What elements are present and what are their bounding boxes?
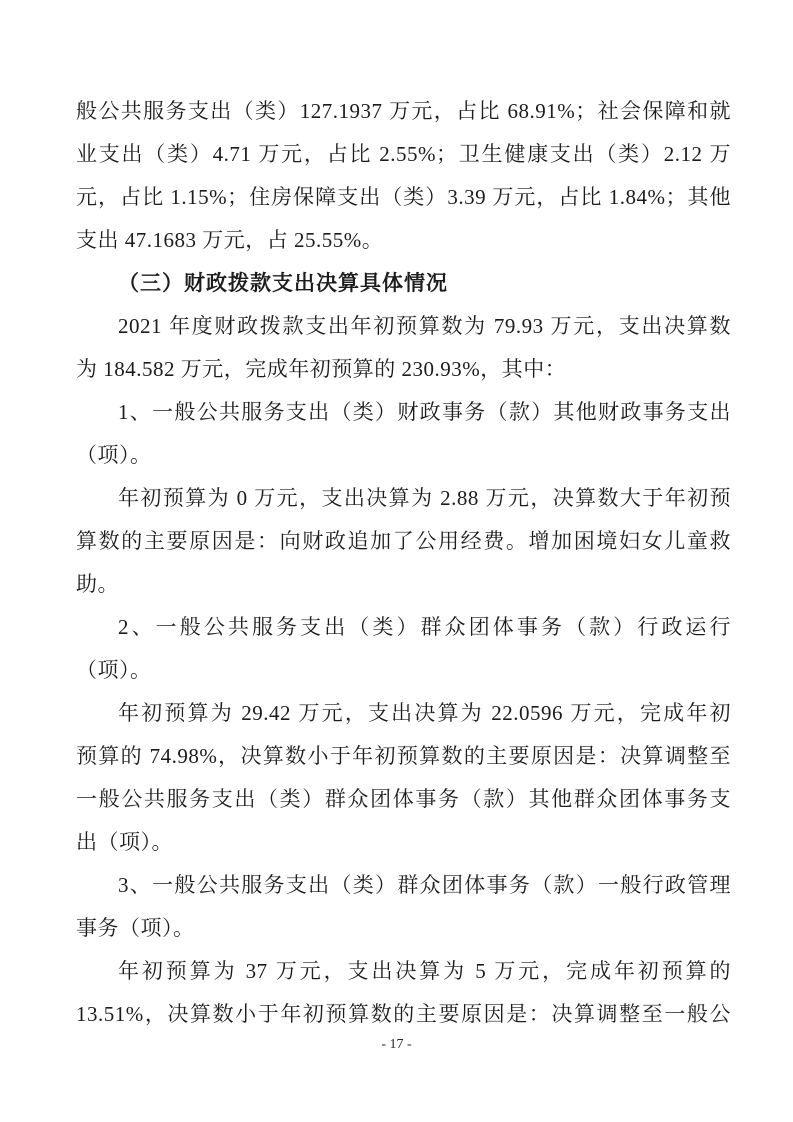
text-line: 一般公共服务支出（类）群众团体事务（款）其他群众团体事务支 (76, 787, 731, 811)
text-line: 年初预算为 29.42 万元，支出决算为 22.0596 万元，完成年初 (118, 701, 731, 725)
paragraph (76, 606, 731, 692)
text-line: （项）。 (76, 443, 152, 467)
paragraph (76, 391, 731, 477)
text-line: 2、一般公共服务支出（类）群众团体事务（款）行政运行 (118, 615, 731, 639)
text-line: 年初预算为 37 万元，支出决算为 5 万元，完成年初预算的 (118, 959, 731, 983)
text-line: 3、一般公共服务支出（类）群众团体事务（款）一般行政管理 (118, 873, 731, 897)
text-line: 为 184.582 万元，完成年初预算的 230.93%，其中： (76, 357, 567, 381)
document-body (76, 90, 731, 1036)
text-line: 事务（项）。 (76, 916, 195, 940)
text-line: 年初预算为 0 万元，支出决算为 2.88 万元，决算数大于年初预 (118, 486, 731, 510)
text-line: （项）。 (76, 658, 152, 682)
text-line: 1、一般公共服务支出（类）财政事务（款）其他财政事务支出 (118, 400, 731, 424)
paragraph (76, 90, 731, 262)
text-line: 出（项）。 (76, 830, 173, 854)
text-line: 助。 (76, 572, 119, 596)
text-line: 13.51%，决算数小于年初预算数的主要原因是：决算调整至一般公 (76, 1002, 731, 1026)
page-number: - 17 - (381, 1037, 412, 1052)
text-line: 支出 47.1683 万元，占 25.55%。 (76, 228, 384, 252)
paragraph (76, 950, 731, 1036)
text-line: 般公共服务支出（类）127.1937 万元，占比 68.91%；社会保障和就 (76, 99, 731, 123)
section-heading (76, 262, 731, 305)
text-line: 业支出（类）4.71 万元，占比 2.55%；卫生健康支出（类）2.12 万 (76, 142, 731, 166)
text-line: 元，占比 1.15%；住房保障支出（类）3.39 万元，占比 1.84%；其他 (76, 185, 731, 209)
text-line: 预算的 74.98%，决算数小于年初预算数的主要原因是：决算调整至 (76, 744, 731, 768)
text-line: 算数的主要原因是：向财政追加了公用经费。增加困境妇女儿童救 (76, 529, 731, 553)
paragraph (76, 477, 731, 606)
paragraph (76, 692, 731, 864)
paragraph (76, 864, 731, 950)
text-line: （三）财政拨款支出决算具体情况 (118, 272, 448, 295)
text-line: 2021 年度财政拨款支出年初预算数为 79.93 万元，支出决算数 (118, 314, 731, 338)
paragraph (76, 305, 731, 391)
